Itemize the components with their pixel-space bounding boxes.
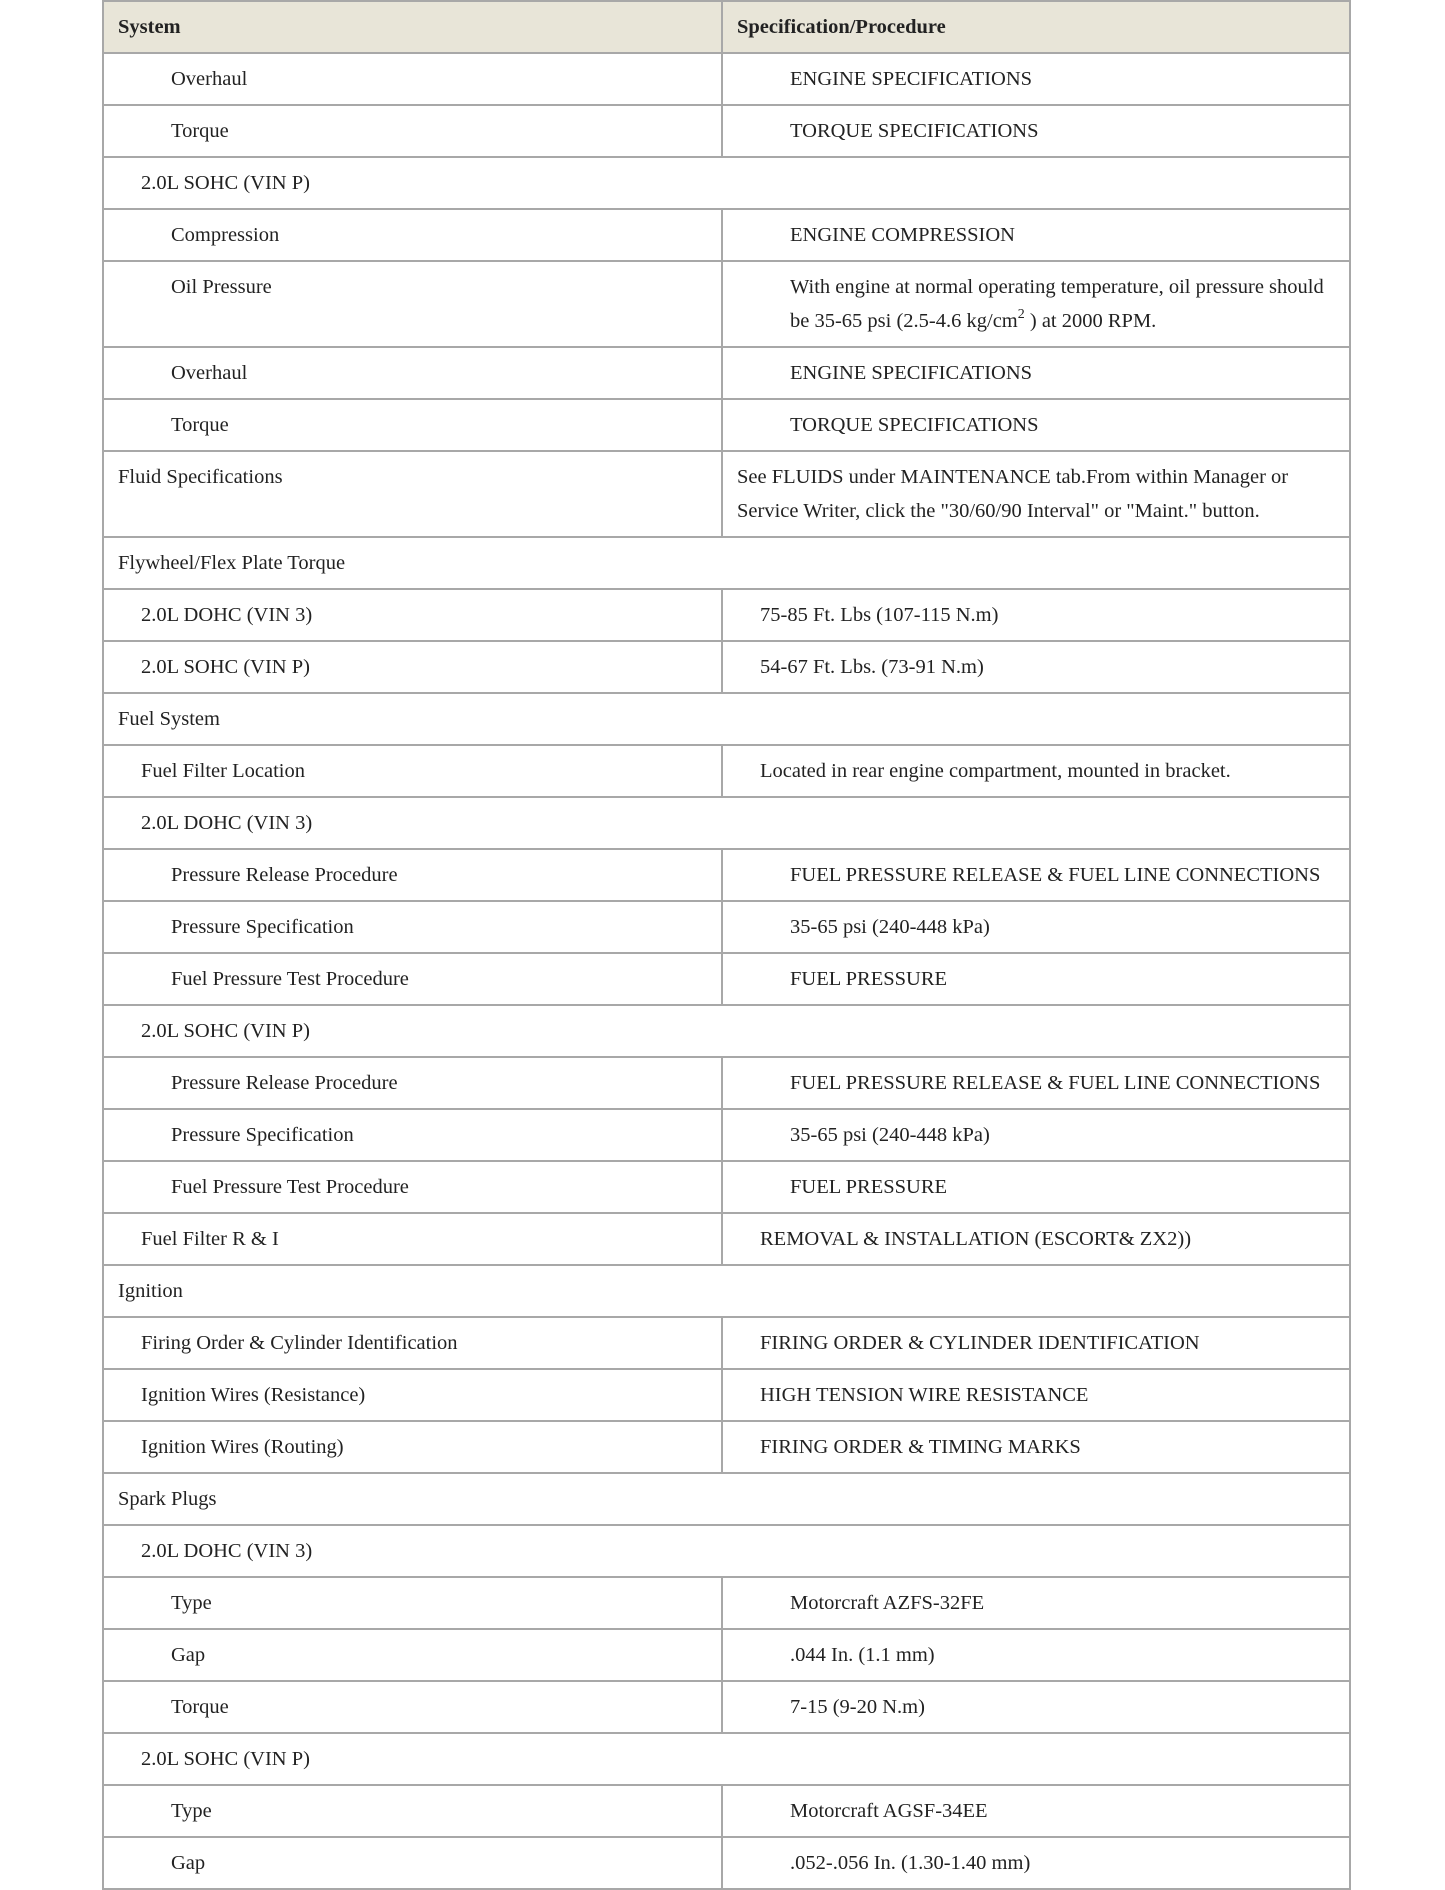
system-cell: Fuel Pressure Test Procedure [103,953,722,1005]
spec-cell: .052-.056 In. (1.30-1.40 mm) [722,1837,1350,1889]
system-cell: Torque [103,105,722,157]
spec-cell: ENGINE SPECIFICATIONS [722,347,1350,399]
system-cell: 2.0L SOHC (VIN P) [103,157,1350,209]
spec-cell: FIRING ORDER & CYLINDER IDENTIFICATION [722,1317,1350,1369]
table-row [103,901,1350,953]
system-cell: 2.0L SOHC (VIN P) [103,1005,1350,1057]
system-cell: Fuel Filter R & I [103,1213,722,1265]
spec-cell: FIRING ORDER & TIMING MARKS [722,1421,1350,1473]
section-row [103,1473,1350,1525]
table-row [103,1057,1350,1109]
table-row [103,1421,1350,1473]
table-row [103,641,1350,693]
section-row [103,1733,1350,1785]
table-row [103,1785,1350,1837]
table-row [103,1837,1350,1889]
table-row [103,1317,1350,1369]
system-cell: Fuel Filter Location [103,745,722,797]
table-header [103,1,1350,53]
system-cell: 2.0L DOHC (VIN 3) [103,1525,1350,1577]
superscript: 2 [1017,307,1025,322]
spec-cell: HIGH TENSION WIRE RESISTANCE [722,1369,1350,1421]
system-cell: Flywheel/Flex Plate Torque [103,537,1350,589]
system-cell: 2.0L SOHC (VIN P) [103,641,722,693]
table-row [103,1109,1350,1161]
table-row [103,1577,1350,1629]
system-cell: Fuel System [103,693,1350,745]
section-row [103,537,1350,589]
system-cell: Pressure Release Procedure [103,849,722,901]
system-cell: Ignition Wires (Routing) [103,1421,722,1473]
section-row [103,1525,1350,1577]
system-cell: Type [103,1785,722,1837]
table-row [103,953,1350,1005]
system-cell: Oil Pressure [103,261,722,347]
spec-cell: 35-65 psi (240-448 kPa) [722,901,1350,953]
spec-table [102,0,1351,1890]
system-cell: Pressure Specification [103,1109,722,1161]
system-cell: Ignition Wires (Resistance) [103,1369,722,1421]
table-row [103,347,1350,399]
system-cell: Pressure Release Procedure [103,1057,722,1109]
header-specification: Specification/Procedure [722,1,1350,53]
spec-cell: FUEL PRESSURE [722,953,1350,1005]
table-row [103,399,1350,451]
spec-cell: FUEL PRESSURE [722,1161,1350,1213]
system-cell: 2.0L DOHC (VIN 3) [103,797,1350,849]
header-system: System [103,1,722,53]
system-cell: Firing Order & Cylinder Identification [103,1317,722,1369]
spec-cell: See FLUIDS under MAINTENANCE tab.From within Manager or Service Writer, click the "30/60/90 Interval" or "Maint." button. [722,451,1350,537]
spec-text-after: ) at 2000 RPM. [1024,310,1157,332]
system-cell: Overhaul [103,53,722,105]
table-row [103,1213,1350,1265]
table-row [103,745,1350,797]
table-row [103,589,1350,641]
system-cell: Gap [103,1837,722,1889]
spec-cell: FUEL PRESSURE RELEASE & FUEL LINE CONNECTIONS [722,849,1350,901]
spec-cell: ENGINE COMPRESSION [722,209,1350,261]
table-row [103,209,1350,261]
system-cell: Pressure Specification [103,901,722,953]
header-row [103,1,1350,53]
system-cell: Compression [103,209,722,261]
spec-cell: 75-85 Ft. Lbs (107-115 N.m) [722,589,1350,641]
system-cell: 2.0L SOHC (VIN P) [103,1733,1350,1785]
system-cell: Overhaul [103,347,722,399]
section-row [103,157,1350,209]
table-row [103,1681,1350,1733]
spec-cell: 35-65 psi (240-448 kPa) [722,1109,1350,1161]
section-row [103,1265,1350,1317]
spec-cell: TORQUE SPECIFICATIONS [722,105,1350,157]
system-cell: Gap [103,1629,722,1681]
spec-cell: 7-15 (9-20 N.m) [722,1681,1350,1733]
spec-cell: FUEL PRESSURE RELEASE & FUEL LINE CONNECTIONS [722,1057,1350,1109]
spec-cell: Motorcraft AZFS-32FE [722,1577,1350,1629]
spec-cell: TORQUE SPECIFICATIONS [722,399,1350,451]
section-row [103,693,1350,745]
table-row [103,1369,1350,1421]
system-cell: Torque [103,399,722,451]
section-row [103,797,1350,849]
system-cell: Spark Plugs [103,1473,1350,1525]
table-row [103,105,1350,157]
spec-cell: .044 In. (1.1 mm) [722,1629,1350,1681]
system-cell: Ignition [103,1265,1350,1317]
table-body [103,53,1350,1889]
spec-cell [722,261,1350,347]
table-row [103,53,1350,105]
table-row [103,261,1350,347]
system-cell: Fuel Pressure Test Procedure [103,1161,722,1213]
spec-text: With engine at normal operating temperature, oil pressure should be 35-65 psi (2.5-4.6 kg/cm [790,276,1324,332]
system-cell: Torque [103,1681,722,1733]
table-row [103,1629,1350,1681]
spec-cell: Motorcraft AGSF-34EE [722,1785,1350,1837]
spec-cell: ENGINE SPECIFICATIONS [722,53,1350,105]
system-cell: Fluid Specifications [103,451,722,537]
table-row [103,849,1350,901]
table-row [103,451,1350,537]
system-cell: Type [103,1577,722,1629]
spec-cell: REMOVAL & INSTALLATION (ESCORT& ZX2)) [722,1213,1350,1265]
spec-cell: 54-67 Ft. Lbs. (73-91 N.m) [722,641,1350,693]
table-row [103,1161,1350,1213]
system-cell: 2.0L DOHC (VIN 3) [103,589,722,641]
section-row [103,1005,1350,1057]
spec-cell: Located in rear engine compartment, mounted in bracket. [722,745,1350,797]
